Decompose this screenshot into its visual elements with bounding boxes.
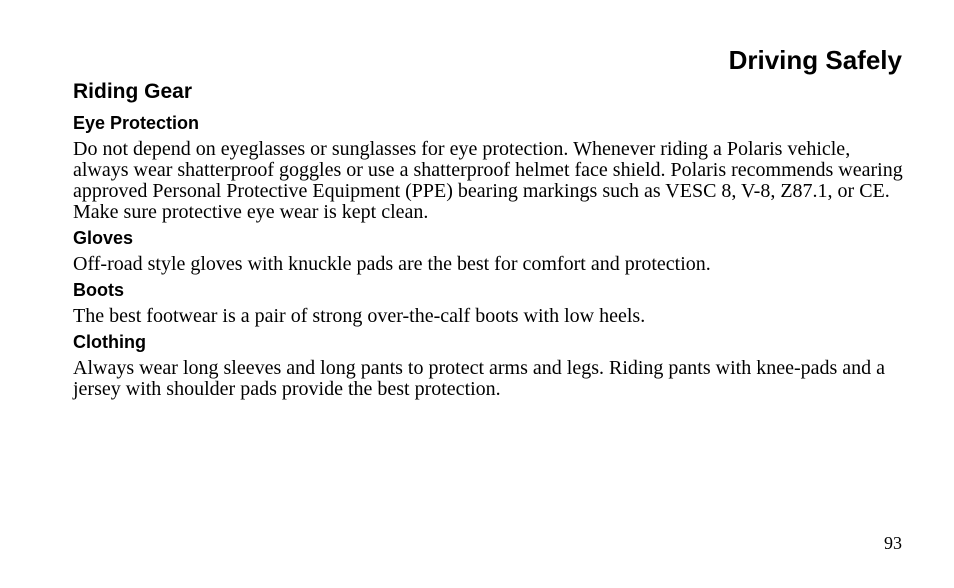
subheading-clothing: Clothing <box>73 332 146 352</box>
section-title-riding-gear: Riding Gear <box>73 80 193 103</box>
paragraph-clothing: Always wear long sleeves and long pants to protect arms and legs. Riding pants with knee-pads and a jersey with shoulder pads provide the best protection. <box>73 357 886 400</box>
paragraph-boots: The best footwear is a pair of strong over-the-calf boots with low heels. <box>73 305 646 327</box>
page-content <box>73 78 903 400</box>
chapter-title: Driving Safely <box>728 45 902 75</box>
subheading-gloves: Gloves <box>73 228 134 248</box>
page-number: 93 <box>884 533 902 553</box>
subheading-eye-protection: Eye Protection <box>73 113 200 133</box>
paragraph-eye-protection: Do not depend on eyeglasses or sunglasses for eye protection. Whenever riding a Polaris vehicle, always wear shatterproof goggles or use a shatterproof helmet face shield. Polaris recommends wearing approved Personal Protective Equipment (PPE) bearing markings such as VESC 8, V-8, Z87.1, or CE. Make sure protective eye wear is kept clean. <box>73 138 903 223</box>
paragraph-gloves: Off-road style gloves with knuckle pads are the best for comfort and protection. <box>73 253 711 275</box>
subheading-boots: Boots <box>73 280 124 300</box>
